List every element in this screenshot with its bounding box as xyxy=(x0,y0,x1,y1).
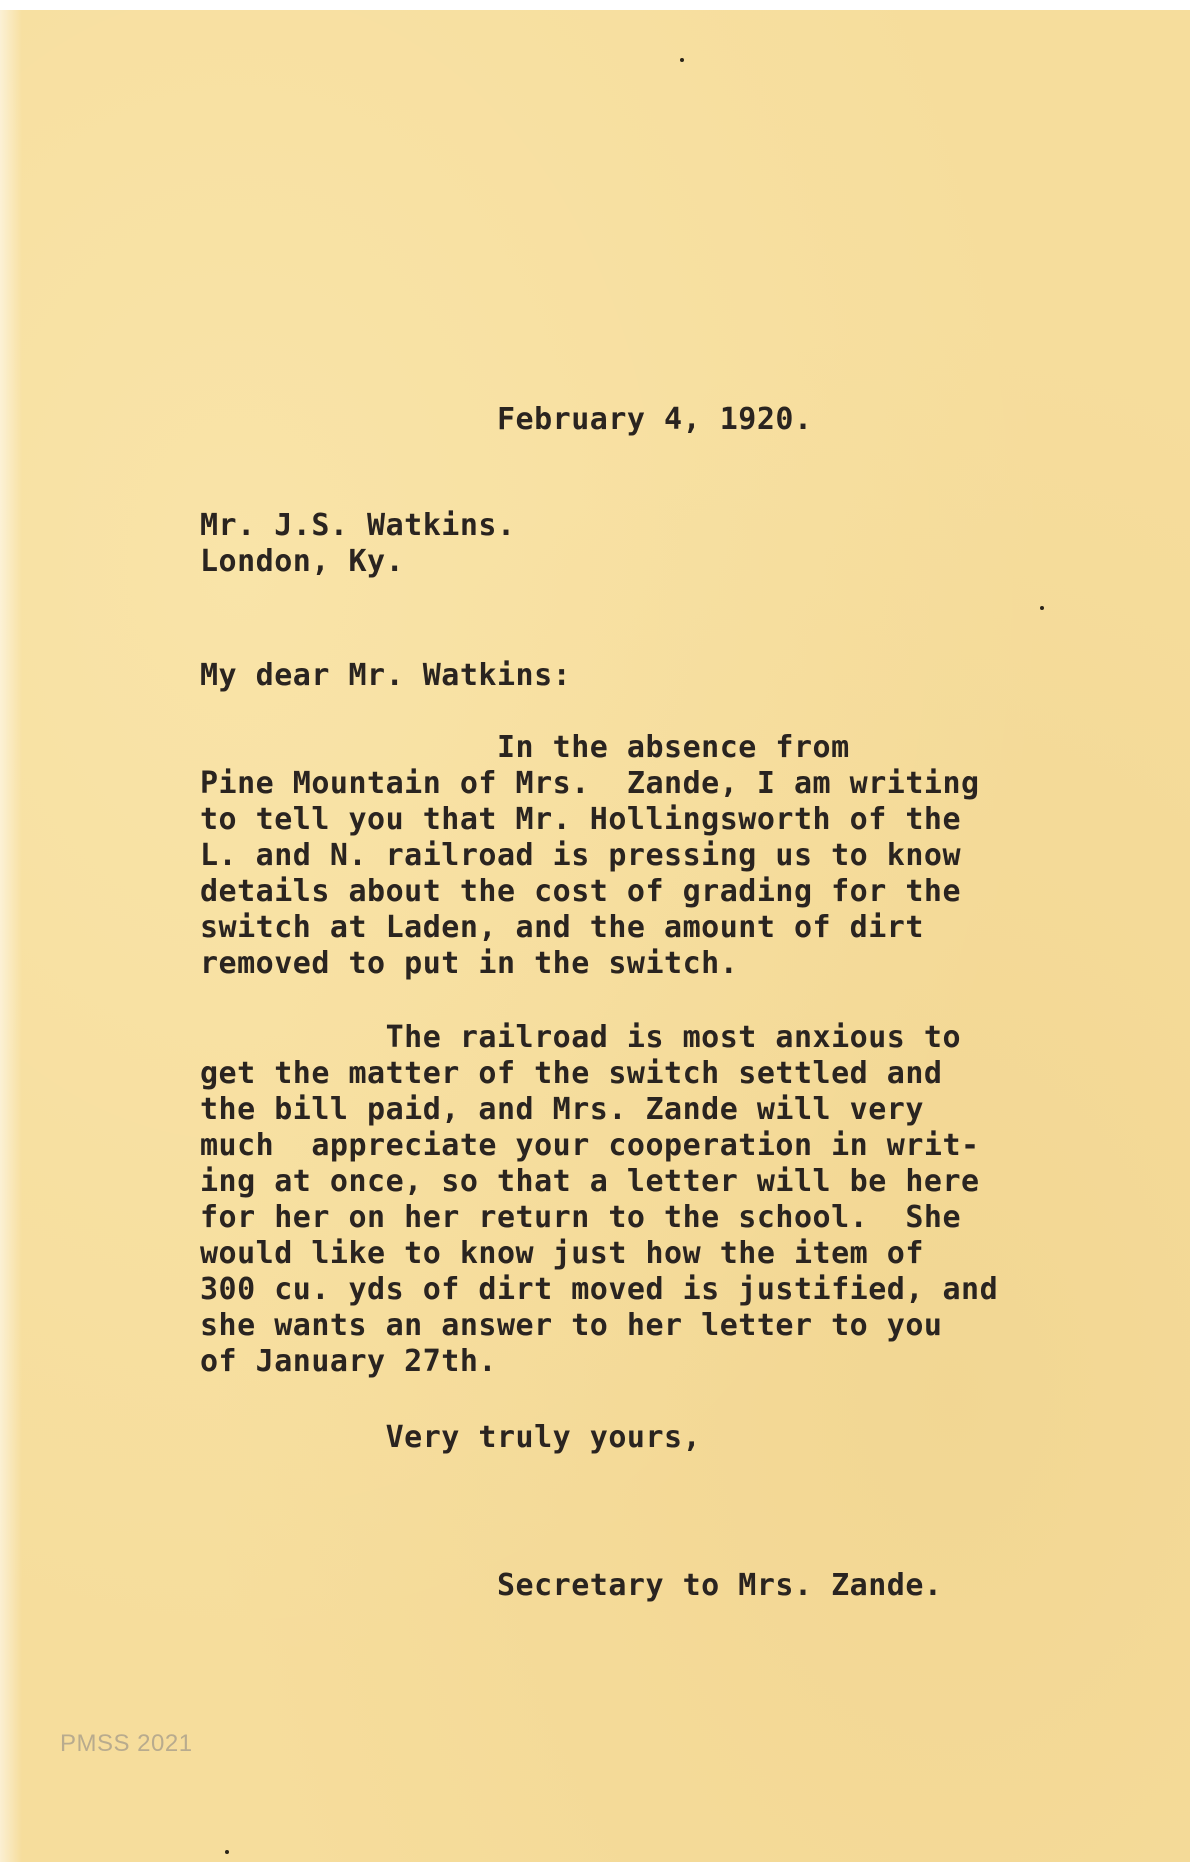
closing: Very truly yours, xyxy=(200,1420,702,1455)
ink-speck xyxy=(1040,606,1044,610)
recipient-address: Mr. J.S. Watkins. London, Ky. xyxy=(200,508,516,579)
salutation: My dear Mr. Watkins: xyxy=(200,658,572,693)
signature-line: Secretary to Mrs. Zande. xyxy=(200,1568,943,1603)
archive-watermark: PMSS 2021 xyxy=(60,1730,193,1757)
page-edge xyxy=(0,10,22,1862)
body-paragraph-1: In the absence from Pine Mountain of Mrs. Zande, I am writing to tell you that Mr. Hollingsworth of the L. and N. railroad is pressing us to know details about the cost of grading for the switch at Laden, and the amount of dirt removed to put in the switch. xyxy=(200,730,980,981)
ink-speck xyxy=(680,58,684,62)
letter-date: February 4, 1920. xyxy=(200,402,813,437)
letter-page xyxy=(0,10,1190,1862)
ink-speck xyxy=(225,1850,229,1854)
body-paragraph-2: The railroad is most anxious to get the matter of the switch settled and the bill paid, and Mrs. Zande will very much appreciate your cooperation in writ- ing at once, so that a letter will be here for her on her return to the school. She would like to know just how the item of 300 cu. yds of dirt moved is justified, and she wants an answer to her letter to you of January 27th. xyxy=(200,1020,999,1379)
